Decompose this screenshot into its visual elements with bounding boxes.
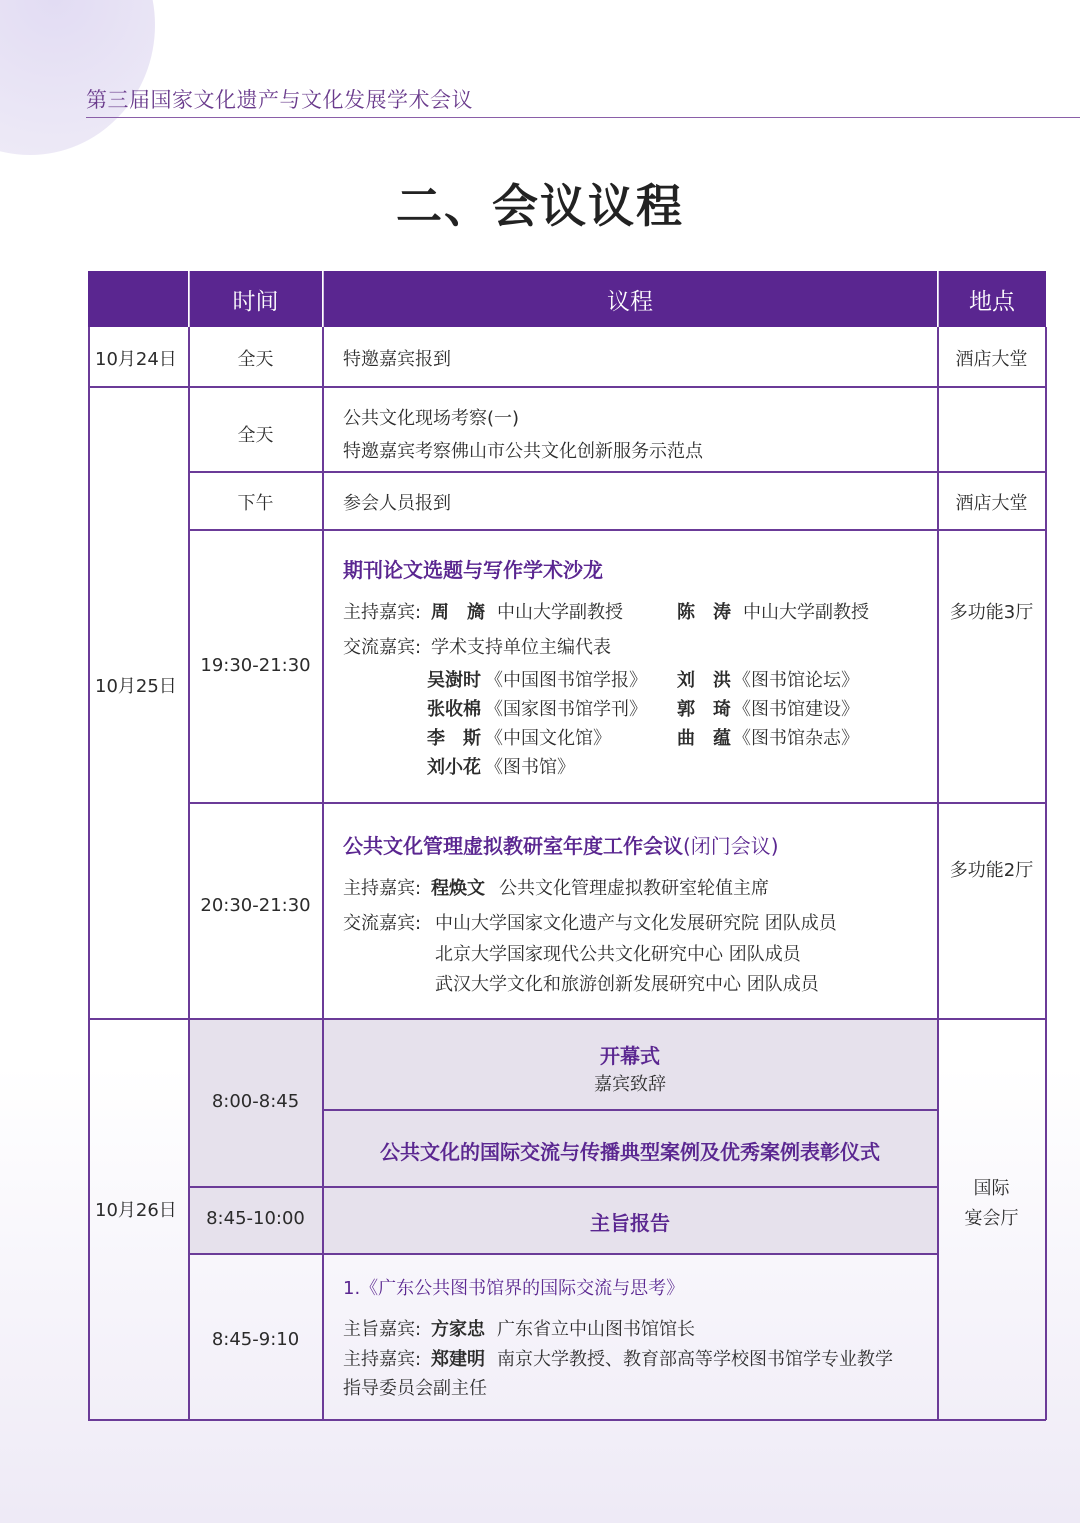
report-title: 1.《广东公共图书馆界的国际交流与思考》 bbox=[343, 1278, 685, 1299]
editor-journal: 《图书馆论坛》 bbox=[733, 670, 859, 691]
row-divider bbox=[188, 529, 1046, 531]
member-team: 北京大学国家现代公共文化研究中心 团队成员 bbox=[435, 944, 801, 965]
member-team: 武汉大学文化和旅游创新发展研究中心 团队成员 bbox=[435, 974, 819, 995]
place-cell: 多功能3厅 bbox=[949, 602, 1034, 623]
date-cell: 10月25日 bbox=[95, 676, 177, 697]
host-name: 陈 涛 bbox=[677, 602, 731, 623]
exchange-label: 交流嘉宾: bbox=[343, 637, 422, 658]
row-divider bbox=[188, 1186, 938, 1188]
exchange-label: 交流嘉宾: bbox=[343, 913, 422, 934]
header-separator bbox=[188, 271, 190, 327]
header-separator bbox=[322, 271, 324, 327]
table-border bbox=[1045, 327, 1047, 1420]
header-separator bbox=[937, 271, 939, 327]
date-cell: 10月24日 bbox=[95, 349, 177, 370]
session-title: 开幕式 bbox=[600, 1044, 660, 1068]
time-cell: 20:30-21:30 bbox=[200, 895, 311, 916]
editor-journal: 《中国文化馆》 bbox=[485, 728, 611, 749]
page-title: 二、会议议程 bbox=[396, 179, 684, 233]
agenda-title: 公共文化现场考察(一) bbox=[343, 408, 520, 429]
session-title-suffix: (闭门会议) bbox=[683, 834, 779, 858]
agenda-cell: 特邀嘉宾报到 bbox=[343, 349, 451, 370]
editor-name: 张收棉 bbox=[427, 699, 481, 720]
agenda-cell: 参会人员报到 bbox=[343, 493, 451, 514]
editor-journal: 《图书馆杂志》 bbox=[733, 728, 859, 749]
editor-name: 刘小花 bbox=[427, 757, 481, 778]
place-cell: 国际 bbox=[973, 1178, 1010, 1199]
session-title: 主旨报告 bbox=[590, 1211, 670, 1235]
editor-journal: 《国家图书馆学刊》 bbox=[485, 699, 647, 720]
member-team: 中山大学国家文化遗产与文化发展研究院 团队成员 bbox=[435, 913, 837, 934]
row-divider bbox=[188, 471, 1046, 473]
row-divider bbox=[322, 1109, 938, 1111]
place-cell: 酒店大堂 bbox=[955, 349, 1028, 370]
time-cell: 8:00-8:45 bbox=[211, 1091, 300, 1112]
host-name: 周 旖 bbox=[431, 602, 485, 623]
host-label: 主持嘉宾: bbox=[343, 1349, 422, 1370]
editor-journal: 《图书馆》 bbox=[485, 757, 575, 778]
host-role: 南京大学教授、教育部高等学校图书馆学专业教学 bbox=[497, 1349, 893, 1370]
host-role: 指导委员会副主任 bbox=[343, 1378, 487, 1399]
editor-journal: 《图书馆建设》 bbox=[733, 699, 859, 720]
host-role: 中山大学副教授 bbox=[497, 602, 623, 623]
host-name: 郑建明 bbox=[431, 1349, 485, 1370]
header-divider bbox=[86, 117, 1080, 118]
host-label: 主持嘉宾: bbox=[343, 602, 422, 623]
row-divider bbox=[88, 1018, 1046, 1020]
session-sub: 嘉宾致辞 bbox=[594, 1074, 666, 1095]
place-cell: 多功能2厅 bbox=[949, 860, 1034, 881]
time-cell: 全天 bbox=[237, 425, 274, 446]
time-cell: 全天 bbox=[237, 349, 274, 370]
host-label: 主持嘉宾: bbox=[343, 878, 422, 899]
editor-journal: 《中国图书馆学报》 bbox=[485, 670, 647, 691]
row-divider bbox=[88, 386, 1046, 388]
host-role: 中山大学副教授 bbox=[743, 602, 869, 623]
conference-title: 第三届国家文化遗产与文化发展学术会议 bbox=[86, 88, 473, 112]
agenda-desc: 特邀嘉宾考察佛山市公共文化创新服务示范点 bbox=[343, 441, 703, 462]
editor-name: 李 斯 bbox=[427, 728, 481, 749]
editor-name: 郭 琦 bbox=[677, 699, 731, 720]
speaker-label: 主旨嘉宾: bbox=[343, 1319, 422, 1340]
date-cell: 10月26日 bbox=[95, 1200, 177, 1221]
editor-name: 曲 蕴 bbox=[677, 728, 731, 749]
table-border bbox=[88, 327, 90, 1420]
speaker-name: 方家忠 bbox=[431, 1319, 485, 1340]
header-date bbox=[88, 271, 188, 327]
editor-name: 刘 洪 bbox=[677, 670, 731, 691]
place-cell: 酒店大堂 bbox=[955, 493, 1028, 514]
time-cell: 19:30-21:30 bbox=[200, 655, 311, 676]
corner-decoration bbox=[0, 0, 155, 155]
speaker-role: 广东省立中山图书馆馆长 bbox=[497, 1319, 695, 1340]
time-cell: 8:45-9:10 bbox=[211, 1329, 300, 1350]
row-divider bbox=[188, 1253, 938, 1255]
host-role: 公共文化管理虚拟教研室轮值主席 bbox=[499, 878, 769, 899]
host-name: 程焕文 bbox=[431, 878, 485, 899]
header-time: 时间 bbox=[189, 271, 322, 327]
header-place: 地点 bbox=[938, 271, 1046, 327]
session-title: 公共文化管理虚拟教研室年度工作会议 bbox=[343, 834, 683, 858]
table-bottom bbox=[88, 1419, 1046, 1421]
row-divider bbox=[188, 802, 1046, 804]
time-cell: 下午 bbox=[237, 493, 274, 514]
session-title-line bbox=[343, 830, 779, 859]
session-title: 公共文化的国际交流与传播典型案例及优秀案例表彰仪式 bbox=[380, 1140, 880, 1164]
place-cell: 宴会厅 bbox=[964, 1208, 1019, 1229]
session-title: 期刊论文选题与写作学术沙龙 bbox=[343, 558, 603, 582]
table-border bbox=[322, 327, 324, 1420]
editor-name: 吴澍时 bbox=[427, 670, 481, 691]
header-agenda: 议程 bbox=[323, 271, 937, 327]
time-cell: 8:45-10:00 bbox=[206, 1208, 305, 1229]
exchange-desc: 学术支持单位主编代表 bbox=[431, 637, 611, 658]
